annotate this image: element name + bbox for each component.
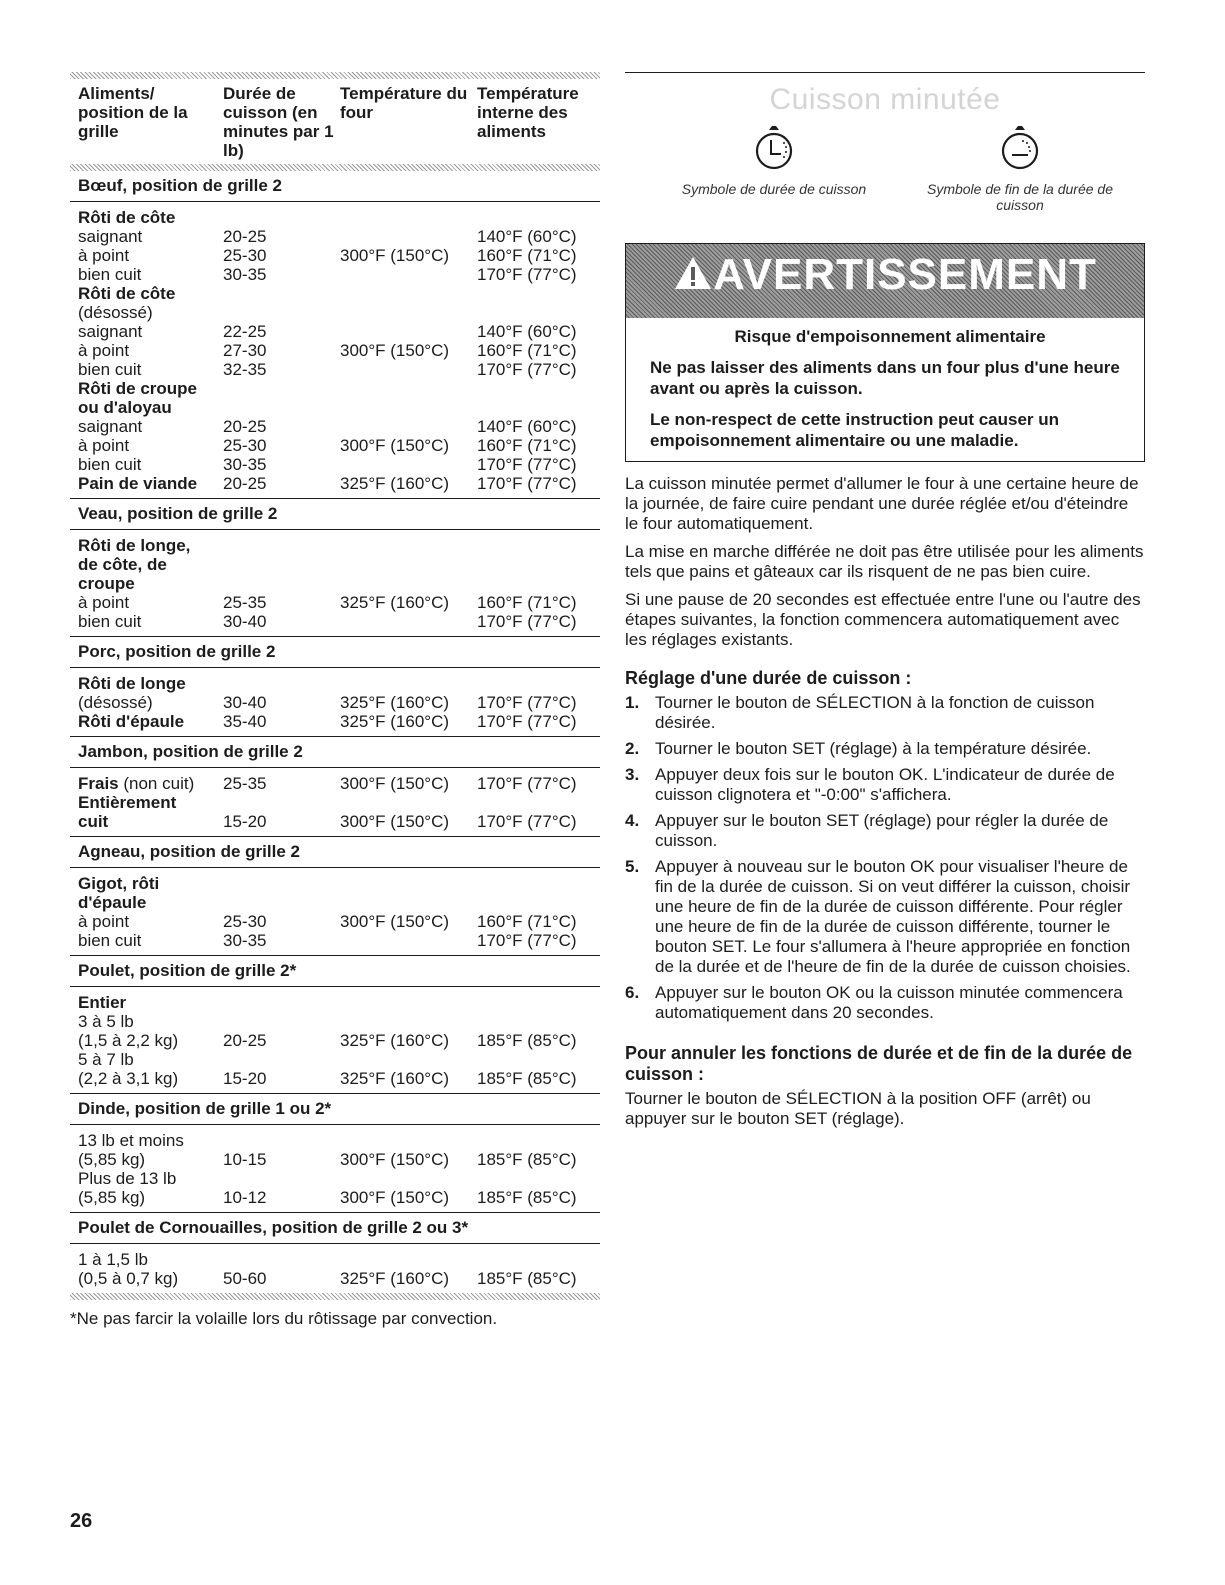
cell-food: Rôti de côte [78,208,176,227]
cell-internal-temp: 170°F (77°C) [477,774,577,793]
table-row [78,1131,592,1150]
table-row [78,1169,592,1188]
cell-time [223,379,340,398]
table-row [78,812,592,831]
warning-banner-text [626,250,1144,300]
cell-oven-temp [340,208,477,227]
cell-internal-temp: 160°F (71°C) [477,593,577,612]
timed-cooking-section [625,72,1145,1137]
cook-time-symbol [669,123,879,213]
cell-time [223,536,340,555]
cell-oven-temp [340,893,477,912]
cell-food: Rôti de croupe [78,379,198,398]
cell-food: d'épaule [78,893,147,912]
table-section [70,836,600,955]
table-row [78,303,592,322]
table-row [78,931,592,950]
end-time-caption: Symbole de fin de la durée de cuisson [926,181,1113,213]
cell-internal-temp: 170°F (77°C) [477,931,577,950]
table-section [70,171,600,498]
cell-time: 30-35 [223,931,267,950]
table-row [78,674,592,693]
cell-food: (désossé) [78,303,153,322]
cell-time: 30-40 [223,693,267,712]
cell-oven-temp [340,322,477,341]
cell-oven-temp: 300°F (150°C) [340,1150,450,1169]
table-footnote: *Ne pas farcir la volaille lors du rôtissage par convection. [70,1309,498,1328]
cell-food: bien cuit [78,612,142,631]
cell-time [223,1131,340,1150]
cell-food: 3 à 5 lb [78,1012,134,1031]
cell-internal-temp [477,379,592,398]
table-row [78,993,592,1012]
table-row [78,455,592,474]
table-row [78,1069,592,1088]
table-row [78,555,592,574]
table-row [78,436,592,455]
cell-food: 5 à 7 lb [78,1050,134,1069]
cell-time [223,398,340,417]
cell-internal-temp [477,874,592,893]
cell-time: 25-35 [223,774,267,793]
cell-time: 35-40 [223,712,267,731]
cell-oven-temp [340,612,477,631]
warning-banner [626,244,1144,318]
cell-oven-temp: 300°F (150°C) [340,1188,450,1207]
cell-oven-temp: 300°F (150°C) [340,341,450,360]
section-heading: Poulet, position de grille 2* [70,955,600,987]
cell-time: 10-15 [223,1150,267,1169]
warning-title: Risque d'empoisonnement alimentaire [734,327,1046,346]
section-heading: Jambon, position de grille 2 [70,736,600,768]
cell-oven-temp [340,303,477,322]
cell-time [223,555,340,574]
cell-food: à point [78,593,130,612]
cell-time [223,574,340,593]
table-row [78,693,592,712]
cell-oven-temp: 325°F (160°C) [340,593,450,612]
cell-oven-temp [340,574,477,593]
cell-time: 30-35 [223,265,267,284]
cell-internal-temp: 170°F (77°C) [477,612,577,631]
section-heading: Bœuf, position de grille 2 [70,171,600,202]
cell-food: Rôti d'épaule [78,712,185,731]
section-body [70,530,600,636]
cell-food: Frais (non cuit) [78,774,195,793]
cell-oven-temp [340,227,477,246]
cell-time [223,303,340,322]
cell-food: de côte, de [78,555,167,574]
cell-time [223,793,340,812]
table-row [78,360,592,379]
cell-internal-temp [477,208,592,227]
cell-internal-temp: 185°F (85°C) [477,1269,577,1288]
step: 2. Tourner le bouton SET (réglage) à la température désirée. [625,739,1092,758]
cell-food: (2,2 à 3,1 kg) [78,1069,179,1088]
cell-oven-temp: 325°F (160°C) [340,1031,450,1050]
paragraph-2: La mise en marche différée ne doit pas être utilisée pour les aliments tels que pains et gâteaux car ils risquent de ne pas bien cuire. [625,542,1144,581]
cell-oven-temp [340,265,477,284]
cell-food: croupe [78,574,135,593]
table-row [78,341,592,360]
step: 6. Appuyer sur le bouton OK ou la cuisson minutée commencera automatiquement dans 20 secondes. [625,983,1123,1022]
cell-food: (désossé) [78,693,153,712]
cell-food: saignant [78,417,143,436]
heading-cancel: Pour annuler les fonctions de durée et de fin de la durée de cuisson : [625,1043,1133,1084]
table-row [78,246,592,265]
warning-banner-label: AVERTISSEMENT [713,250,1097,299]
warning-box [625,243,1145,462]
cell-food: 1 à 1,5 lb [78,1250,148,1269]
cell-internal-temp: 170°F (77°C) [477,360,577,379]
roasting-table [70,72,600,1329]
page-number: 26 [70,1510,93,1532]
cell-internal-temp: 185°F (85°C) [477,1188,577,1207]
cell-food: Entièrement [78,793,177,812]
cell-internal-temp: 185°F (85°C) [477,1031,577,1050]
cell-food: ou d'aloyau [78,398,172,417]
table-header [70,79,600,164]
cell-food: à point [78,436,130,455]
cell-oven-temp: 325°F (160°C) [340,693,450,712]
section-heading: Veau, position de grille 2 [70,498,600,530]
cell-internal-temp: 170°F (77°C) [477,693,577,712]
table-row [78,227,592,246]
cell-food: saignant [78,322,143,341]
table-section [70,736,600,836]
section-heading: Dinde, position de grille 1 ou 2* [70,1093,600,1125]
cell-oven-temp [340,379,477,398]
cell-internal-temp: 170°F (77°C) [477,265,577,284]
cell-time [223,1250,340,1269]
step: 3. Appuyer deux fois sur le bouton OK. L'indicateur de durée de cuisson clignotera et "-0:00" s'affichera. [625,765,1115,804]
table-row [78,1150,592,1169]
cell-food: saignant [78,227,143,246]
section-body [70,987,600,1093]
table-row [78,874,592,893]
cell-oven-temp [340,555,477,574]
table-row [78,1269,592,1288]
table-row [78,322,592,341]
cell-oven-temp: 325°F (160°C) [340,474,450,493]
cell-internal-temp [477,284,592,303]
end-time-timer-icon [996,123,1044,173]
cell-food: Rôti de longe, [78,536,191,555]
cell-internal-temp [477,674,592,693]
cell-time: 30-35 [223,455,267,474]
cell-time: 32-35 [223,360,267,379]
cell-internal-temp: 170°F (77°C) [477,812,577,831]
cell-time [223,284,340,303]
cell-oven-temp: 325°F (160°C) [340,712,450,731]
table-top-border [70,72,600,79]
cell-oven-temp [340,360,477,379]
cell-food: Rôti de côte [78,284,176,303]
cell-oven-temp [340,284,477,303]
cell-food: (0,5 à 0,7 kg) [78,1269,179,1288]
table-row [78,398,592,417]
cell-time: 25-35 [223,593,267,612]
cell-oven-temp [340,674,477,693]
cell-oven-temp [340,536,477,555]
cell-time [223,993,340,1012]
cell-internal-temp: 140°F (60°C) [477,417,577,436]
table-row [78,417,592,436]
cell-internal-temp: 140°F (60°C) [477,322,577,341]
cell-food: 13 lb et moins [78,1131,184,1150]
step: 5. Appuyer à nouveau sur le bouton OK pour visualiser l'heure de fin de la durée de cuisson. Si on veut différer la cuisson, choisir une heure de fin de la durée de cuisson différente. Pour régler une heure de fin de la durée de cuisson différente, tourner le bouton SET. Le four s'allumera à l'heure appropriée en fonction de la durée et de l'heure de fin de la durée de cuisson choisies. [625,857,1131,976]
cell-food: bien cuit [78,455,142,474]
cell-internal-temp: 185°F (85°C) [477,1069,577,1088]
cell-internal-temp [477,1131,592,1150]
table-row [78,1250,592,1269]
table-row [78,774,592,793]
cell-oven-temp [340,793,477,812]
cell-oven-temp [340,874,477,893]
cell-time [223,1169,340,1188]
step: 4. Appuyer sur le bouton SET (réglage) pour régler la durée de cuisson. [625,811,1109,850]
table-row [78,793,592,812]
section-heading: Agneau, position de grille 2 [70,836,600,868]
steps-list [625,693,1145,1023]
cell-internal-temp: 160°F (71°C) [477,246,577,265]
cell-time [223,208,340,227]
section-body [70,668,600,736]
table-row [78,284,592,303]
symbol-row [625,123,1145,213]
cell-internal-temp: 170°F (77°C) [477,712,577,731]
cell-oven-temp: 300°F (150°C) [340,436,450,455]
section-title: Cuisson minutée [769,83,1001,116]
table-section [70,1093,600,1212]
section-body [70,1244,600,1293]
cell-oven-temp [340,1131,477,1150]
end-time-symbol [915,123,1125,213]
table-row [78,265,592,284]
cell-time: 20-25 [223,474,267,493]
cell-food: bien cuit [78,265,142,284]
cell-time: 20-25 [223,417,267,436]
cell-oven-temp [340,1169,477,1188]
cell-food: bien cuit [78,360,142,379]
cell-internal-temp: 160°F (71°C) [477,436,577,455]
table-row [78,474,592,493]
cell-food: Entier [78,993,127,1012]
header-oven-temp: Température du four [340,84,468,122]
table-sections [70,171,600,1293]
cell-time: 25-30 [223,436,267,455]
cell-internal-temp [477,1250,592,1269]
cook-time-timer-icon [750,123,798,173]
table-row [78,1050,592,1069]
cell-internal-temp [477,574,592,593]
cell-internal-temp: 140°F (60°C) [477,227,577,246]
cell-food: à point [78,912,130,931]
heading-set-cook-time: Réglage d'une durée de cuisson : [625,668,912,688]
cell-time [223,893,340,912]
table-section [70,955,600,1093]
cell-oven-temp [340,1250,477,1269]
paragraph-3: Si une pause de 20 secondes est effectuée entre l'une ou l'autre des étapes suivantes, la fonction commencera automatiquement avec les réglages existants. [625,590,1141,649]
table-row [78,379,592,398]
cell-food: à point [78,246,130,265]
table-section [70,636,600,736]
cell-time [223,674,340,693]
cell-internal-temp: 160°F (71°C) [477,912,577,931]
cell-time [223,874,340,893]
cell-food: cuit [78,812,109,831]
section-body [70,1125,600,1212]
cell-internal-temp: 185°F (85°C) [477,1150,577,1169]
cell-internal-temp: 160°F (71°C) [477,341,577,360]
section-body [70,202,600,498]
cell-internal-temp: 170°F (77°C) [477,474,577,493]
cell-food: Rôti de longe [78,674,186,693]
cell-internal-temp: 170°F (77°C) [477,455,577,474]
paragraph-cancel: Tourner le bouton de SÉLECTION à la position OFF (arrêt) ou appuyer sur le bouton SET (réglage). [625,1089,1091,1128]
table-row [78,612,592,631]
cell-oven-temp: 300°F (150°C) [340,246,450,265]
cell-time: 20-25 [223,227,267,246]
cell-oven-temp: 300°F (150°C) [340,812,450,831]
cell-food: à point [78,341,130,360]
table-row [78,593,592,612]
table-row [78,208,592,227]
cell-time [223,1050,340,1069]
cell-internal-temp [477,398,592,417]
warning-triangle-icon [673,255,713,291]
cell-time: 15-20 [223,1069,267,1088]
cell-food: Pain de viande [78,474,198,493]
table-header-border [70,164,600,171]
cell-oven-temp [340,455,477,474]
warning-text-2: Le non-respect de cette instruction peut causer un empoisonnement alimentaire ou une maladie. [650,410,1060,450]
table-row [78,1188,592,1207]
cell-oven-temp [340,1012,477,1031]
cell-internal-temp [477,1050,592,1069]
cell-oven-temp [340,993,477,1012]
cell-oven-temp: 325°F (160°C) [340,1269,450,1288]
cell-time: 50-60 [223,1269,267,1288]
cell-oven-temp [340,417,477,436]
table-row [78,712,592,731]
table-row [78,574,592,593]
section-top-rule [625,72,1145,73]
cell-time: 15-20 [223,812,267,831]
cell-internal-temp [477,793,592,812]
cell-food: (1,5 à 2,2 kg) [78,1031,179,1050]
intro-text [625,474,1145,650]
cell-food: (5,85 kg) [78,1188,146,1207]
cell-oven-temp [340,1050,477,1069]
table-row [78,1012,592,1031]
cell-time: 20-25 [223,1031,267,1050]
cell-oven-temp: 325°F (160°C) [340,1069,450,1088]
cell-time: 10-12 [223,1188,267,1207]
cell-time: 30-40 [223,612,267,631]
header-time: Durée de cuisson (en minutes par 1 lb) [223,84,334,160]
cell-time: 25-30 [223,246,267,265]
section-heading: Poulet de Cornouailles, position de grille 2 ou 3* [70,1212,600,1244]
cell-time: 27-30 [223,341,267,360]
cell-time: 25-30 [223,912,267,931]
cell-food: bien cuit [78,931,142,950]
warning-body [626,318,1144,461]
table-bottom-border [70,1293,600,1300]
cell-food: Gigot, rôti [78,874,160,893]
cell-internal-temp [477,993,592,1012]
table-row [78,536,592,555]
cell-time: 22-25 [223,322,267,341]
cell-internal-temp [477,536,592,555]
section-body [70,768,600,836]
header-internal-temp: Température interne des aliments [477,84,579,141]
cell-internal-temp [477,1012,592,1031]
table-row [78,893,592,912]
header-food: Aliments/ position de la grille [78,84,188,141]
cell-oven-temp [340,398,477,417]
cell-internal-temp [477,303,592,322]
cook-time-caption: Symbole de durée de cuisson [681,181,867,197]
warning-text-1: Ne pas laisser des aliments dans un four plus d'une heure avant ou après la cuisson. [650,358,1120,398]
paragraph-1: La cuisson minutée permet d'allumer le four à une certaine heure de la journée, de faire cuire pendant une durée réglée et/ou d'éteindre le four automatiquement. [625,474,1139,533]
step: 1. Tourner le bouton de SÉLECTION à la fonction de cuisson désirée. [625,693,1095,732]
cell-food: (5,85 kg) [78,1150,146,1169]
cell-internal-temp [477,1169,592,1188]
table-row [78,1031,592,1050]
cell-oven-temp: 300°F (150°C) [340,774,450,793]
section-heading: Porc, position de grille 2 [70,636,600,668]
cell-oven-temp [340,931,477,950]
section-body [70,868,600,955]
cell-internal-temp [477,893,592,912]
cell-time [223,1012,340,1031]
cell-internal-temp [477,555,592,574]
cell-food: Plus de 13 lb [78,1169,177,1188]
table-section [70,498,600,636]
table-section [70,1212,600,1293]
table-row [78,912,592,931]
cell-oven-temp: 300°F (150°C) [340,912,450,931]
